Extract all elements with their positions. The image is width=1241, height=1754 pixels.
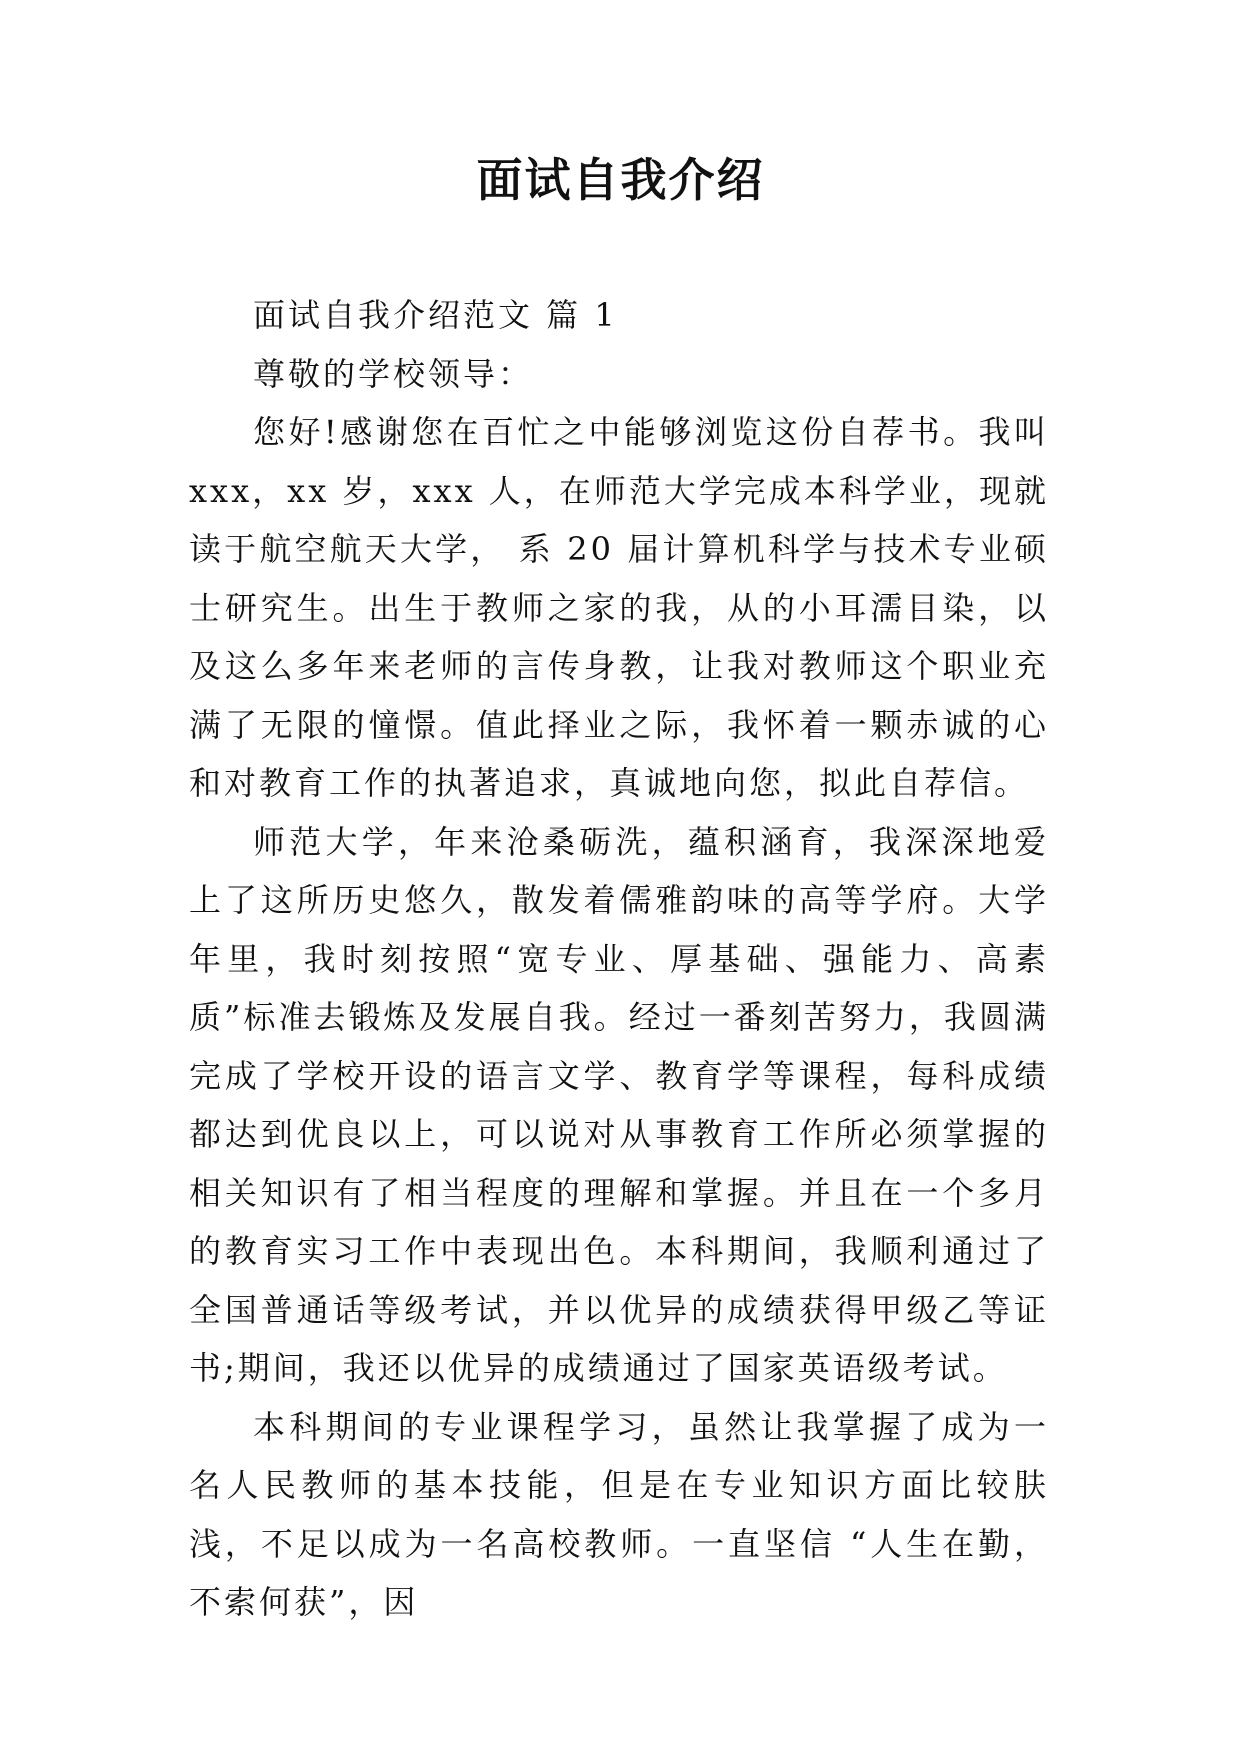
document-title: 面试自我介绍 <box>476 153 765 207</box>
body-paragraph: 您好!感谢您在百忙之中能够浏览这份自荐书。我叫 xxx，xx 岁，xxx 人，在师范大学完成本科学业，现就读于航空航天大学， 系 20 届计算机科学与技术专业硕士研究生。出生于教师之家的我，从的小耳濡目染，以及这么多年来老师的言传身教，让我对教师这个职业充满了无限的憧憬。值此择业之际，我怀着一颗赤诚的心和对教育工作的执著追求，真诚地向您，拟此自荐信。 <box>189 413 1049 802</box>
document-body <box>189 286 1049 1632</box>
salutation: 尊敬的学校领导： <box>253 354 534 393</box>
body-paragraph: 本科期间的专业课程学习，虽然让我掌握了成为一名人民教师的基本技能，但是在专业知识方面比较肤浅，不足以成为一名高校教师。一直坚信 “人生在勤，不索何获”，因 <box>189 1407 1049 1621</box>
body-paragraph: 师范大学，年来沧桑砺洗，蕴积涵育，我深深地爱上了这所历史悠久，散发着儒雅韵味的高等学府。大学年里，我时刻按照“宽专业、厚基础、强能力、高素质”标准去锻炼及发展自我。经过一番刻苦努力，我圆满完成了学校开设的语言文学、教育学等课程，每科成绩都达到优良以上，可以说对从事教育工作所必须掌握的相关知识有了相当程度的理解和掌握。并且在一个多月的教育实习工作中表现出色。本科期间，我顺利通过了全国普通话等级考试，并以优异的成绩获得甲级乙等证书;期间，我还以优异的成绩通过了国家英语级考试。 <box>189 822 1049 1387</box>
section-heading: 面试自我介绍范文 篇 1 <box>253 296 618 334</box>
